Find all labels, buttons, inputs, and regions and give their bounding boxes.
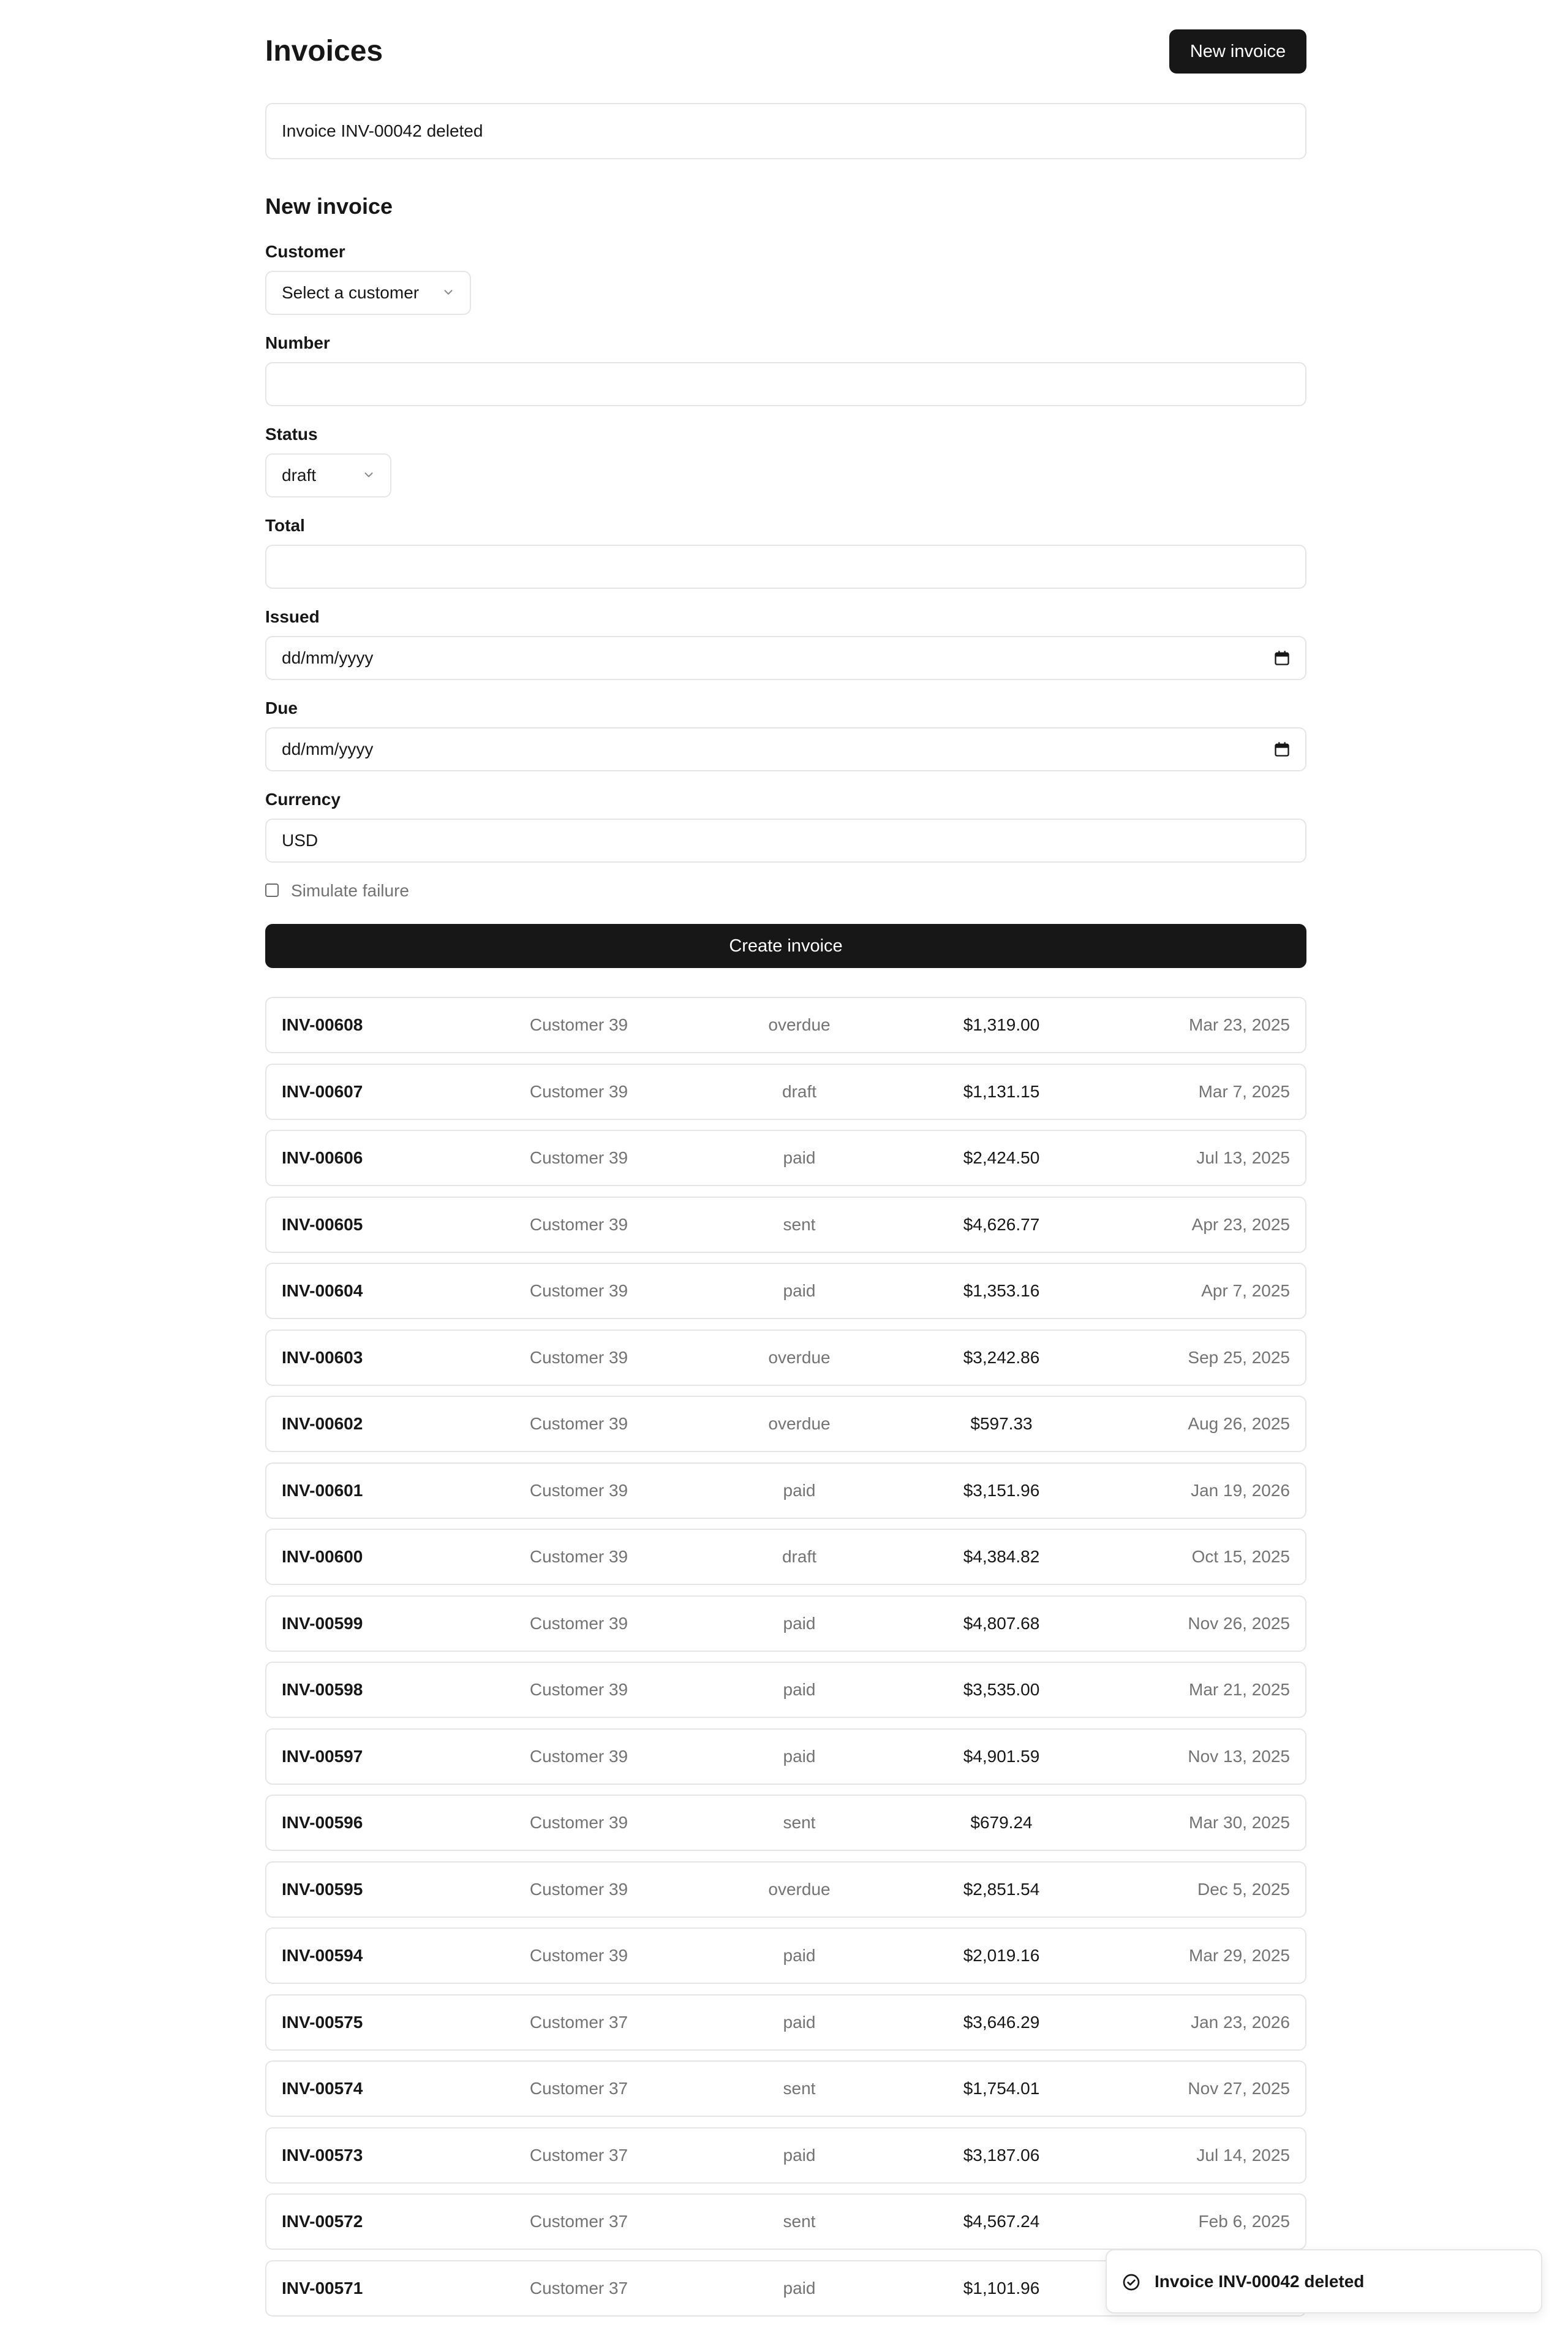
table-row[interactable] — [265, 1197, 1306, 1253]
invoice-date: Mar 23, 2025 — [1189, 1015, 1290, 1034]
invoice-date: Aug 26, 2025 — [1188, 1414, 1290, 1433]
invoice-number: INV-00603 — [282, 1348, 363, 1367]
page-header — [265, 28, 1306, 75]
invoice-status: paid — [783, 1946, 816, 1965]
simulate-failure-label[interactable]: Simulate failure — [291, 881, 409, 900]
invoice-customer: Customer 39 — [529, 1946, 628, 1965]
invoice-status: draft — [782, 1547, 817, 1566]
invoice-customer: Customer 37 — [529, 2013, 628, 2032]
table-row[interactable] — [265, 2193, 1306, 2250]
table-row[interactable] — [265, 1462, 1306, 1519]
table-row[interactable] — [265, 1728, 1306, 1785]
due-date-input[interactable] — [265, 727, 1306, 771]
table-row[interactable] — [265, 1130, 1306, 1186]
chevron-down-icon — [362, 468, 375, 482]
invoice-total: $4,384.82 — [963, 1547, 1040, 1566]
invoice-customer: Customer 39 — [529, 1813, 628, 1832]
number-input[interactable] — [265, 362, 1306, 406]
invoice-number: INV-00604 — [282, 1281, 363, 1300]
invoice-total: $3,535.00 — [963, 1680, 1040, 1699]
table-row[interactable] — [265, 1795, 1306, 1851]
invoice-date: Sep 25, 2025 — [1188, 1348, 1290, 1367]
invoice-number: INV-00598 — [282, 1680, 363, 1699]
invoice-total: $3,646.29 — [963, 2013, 1040, 2032]
table-row[interactable] — [265, 1330, 1306, 1386]
table-row[interactable] — [265, 1064, 1306, 1120]
table-row[interactable] — [265, 997, 1306, 1053]
invoice-number: INV-00594 — [282, 1946, 363, 1965]
invoice-number: INV-00600 — [282, 1547, 363, 1566]
form-title: New invoice — [265, 194, 393, 219]
issued-date-value: dd/mm/yyyy — [282, 648, 374, 667]
invoice-date: Feb 6, 2025 — [1198, 2212, 1290, 2231]
invoice-status: sent — [783, 2079, 816, 2098]
invoice-date: Jul 14, 2025 — [1196, 2146, 1290, 2165]
invoice-customer: Customer 37 — [529, 2212, 628, 2231]
table-row[interactable] — [265, 1662, 1306, 1718]
invoice-number: INV-00597 — [282, 1747, 363, 1766]
invoice-status: overdue — [768, 1880, 831, 1899]
invoice-total: $2,851.54 — [963, 1880, 1040, 1899]
invoice-status: paid — [783, 2279, 816, 2298]
invoice-number: INV-00595 — [282, 1880, 363, 1899]
invoice-total: $1,131.15 — [963, 1082, 1040, 1101]
invoice-date: Mar 29, 2025 — [1189, 1946, 1290, 1965]
invoice-status: paid — [783, 2013, 816, 2032]
invoice-customer: Customer 39 — [529, 1747, 628, 1766]
invoice-number: INV-00606 — [282, 1148, 363, 1167]
invoice-number: INV-00608 — [282, 1015, 363, 1034]
invoice-date: Mar 7, 2025 — [1198, 1082, 1290, 1101]
due-date-value: dd/mm/yyyy — [282, 740, 374, 759]
invoice-status: paid — [783, 1481, 816, 1500]
invoice-total: $4,901.59 — [963, 1747, 1040, 1766]
check-circle-icon — [1121, 2272, 1141, 2292]
new-invoice-button[interactable]: New invoice — [1169, 29, 1306, 74]
toast-notification — [1106, 2249, 1542, 2313]
invoice-customer: Customer 39 — [529, 1015, 628, 1034]
invoice-date: Jul 13, 2025 — [1196, 1148, 1290, 1167]
invoice-number: INV-00607 — [282, 1082, 363, 1101]
invoice-customer: Customer 39 — [529, 1215, 628, 1234]
invoice-total: $2,424.50 — [963, 1148, 1040, 1167]
create-invoice-button[interactable]: Create invoice — [265, 924, 1306, 968]
invoice-number: INV-00596 — [282, 1813, 363, 1832]
invoice-date: Mar 21, 2025 — [1189, 1680, 1290, 1699]
invoice-date: Nov 13, 2025 — [1188, 1747, 1290, 1766]
invoice-total: $4,807.68 — [963, 1614, 1040, 1633]
invoice-total: $4,626.77 — [963, 1215, 1040, 1234]
invoice-total: $3,242.86 — [963, 1348, 1040, 1367]
issued-date-input[interactable] — [265, 636, 1306, 680]
invoice-number: INV-00601 — [282, 1481, 363, 1500]
table-row[interactable] — [265, 1928, 1306, 1984]
invoice-status: paid — [783, 1614, 816, 1633]
invoice-total: $1,754.01 — [963, 2079, 1040, 2098]
invoice-customer: Customer 39 — [529, 1148, 628, 1167]
simulate-failure-checkbox[interactable] — [265, 883, 279, 897]
status-label: Status — [265, 425, 318, 444]
invoice-total: $1,101.96 — [963, 2279, 1040, 2298]
invoice-date: Apr 23, 2025 — [1191, 1215, 1290, 1234]
total-input[interactable] — [265, 545, 1306, 589]
customer-select[interactable] — [265, 271, 471, 315]
invoice-number: INV-00574 — [282, 2079, 363, 2098]
invoice-status: sent — [783, 2212, 816, 2231]
invoice-number: INV-00602 — [282, 1414, 363, 1433]
total-label: Total — [265, 516, 305, 535]
table-row[interactable] — [265, 1595, 1306, 1652]
invoice-number: INV-00605 — [282, 1215, 363, 1234]
invoice-date: Nov 26, 2025 — [1188, 1614, 1290, 1633]
invoice-date: Jan 23, 2026 — [1191, 2013, 1290, 2032]
customer-select-value: Select a customer — [282, 283, 420, 302]
currency-label: Currency — [265, 790, 341, 809]
invoice-customer: Customer 39 — [529, 1880, 628, 1899]
invoice-status: draft — [782, 1082, 817, 1101]
invoice-date: Jan 19, 2026 — [1191, 1481, 1290, 1500]
invoice-status: paid — [783, 1148, 816, 1167]
issued-label: Issued — [265, 607, 320, 626]
toast-message: Invoice INV-00042 deleted — [1155, 2272, 1365, 2291]
invoice-status: sent — [783, 1215, 816, 1234]
calendar-icon[interactable] — [1273, 649, 1291, 667]
invoice-customer: Customer 39 — [529, 1614, 628, 1633]
invoice-customer: Customer 39 — [529, 1281, 628, 1300]
invoice-status: overdue — [768, 1348, 831, 1367]
invoice-customer: Customer 39 — [529, 1348, 628, 1367]
status-alert: Invoice INV-00042 deleted — [265, 103, 1306, 159]
invoice-customer: Customer 37 — [529, 2279, 628, 2298]
invoice-customer: Customer 37 — [529, 2146, 628, 2165]
invoice-total: $3,187.06 — [963, 2146, 1040, 2165]
page-title: Invoices — [265, 35, 383, 67]
invoice-total: $1,353.16 — [963, 1281, 1040, 1300]
chevron-down-icon — [442, 286, 455, 299]
invoice-customer: Customer 39 — [529, 1680, 628, 1699]
table-row[interactable] — [265, 1263, 1306, 1319]
table-row[interactable] — [265, 1861, 1306, 1918]
invoice-number: INV-00575 — [282, 2013, 363, 2032]
invoice-date: Dec 5, 2025 — [1197, 1880, 1290, 1899]
invoice-date: Oct 15, 2025 — [1191, 1547, 1290, 1566]
invoice-total: $1,319.00 — [963, 1015, 1040, 1034]
invoice-date: Nov 27, 2025 — [1188, 2079, 1290, 2098]
invoice-total: $4,567.24 — [963, 2212, 1040, 2231]
status-select[interactable] — [265, 453, 391, 497]
invoice-number: INV-00571 — [282, 2279, 363, 2298]
invoice-status: overdue — [768, 1015, 831, 1034]
invoice-status: paid — [783, 1680, 816, 1699]
calendar-icon[interactable] — [1273, 741, 1291, 758]
invoice-status: overdue — [768, 1414, 831, 1433]
table-row[interactable] — [265, 2060, 1306, 2117]
invoice-customer: Customer 37 — [529, 2079, 628, 2098]
table-row[interactable] — [265, 2127, 1306, 2184]
invoice-customer: Customer 39 — [529, 1082, 628, 1101]
invoice-customer: Customer 39 — [529, 1481, 628, 1500]
invoice-customer: Customer 39 — [529, 1547, 628, 1566]
invoice-total: $3,151.96 — [963, 1481, 1040, 1500]
table-row[interactable] — [265, 1529, 1306, 1585]
table-row[interactable] — [265, 1994, 1306, 2051]
invoice-total: $679.24 — [970, 1813, 1033, 1832]
status-select-value: draft — [282, 466, 317, 485]
invoice-number: INV-00599 — [282, 1614, 363, 1633]
invoice-status: sent — [783, 1813, 816, 1832]
customer-label: Customer — [265, 242, 345, 261]
table-row[interactable] — [265, 1396, 1306, 1452]
invoice-number: INV-00572 — [282, 2212, 363, 2231]
invoice-status: paid — [783, 1281, 816, 1300]
invoice-total: $2,019.16 — [963, 1946, 1040, 1965]
currency-input[interactable] — [265, 819, 1306, 863]
invoice-status: paid — [783, 2146, 816, 2165]
invoice-date: Mar 30, 2025 — [1189, 1813, 1290, 1832]
invoice-status: paid — [783, 1747, 816, 1766]
invoice-customer: Customer 39 — [529, 1414, 628, 1433]
due-label: Due — [265, 698, 298, 717]
number-label: Number — [265, 333, 330, 352]
invoice-total: $597.33 — [970, 1414, 1033, 1433]
invoice-number: INV-00573 — [282, 2146, 363, 2165]
invoice-date: Apr 7, 2025 — [1201, 1281, 1290, 1300]
